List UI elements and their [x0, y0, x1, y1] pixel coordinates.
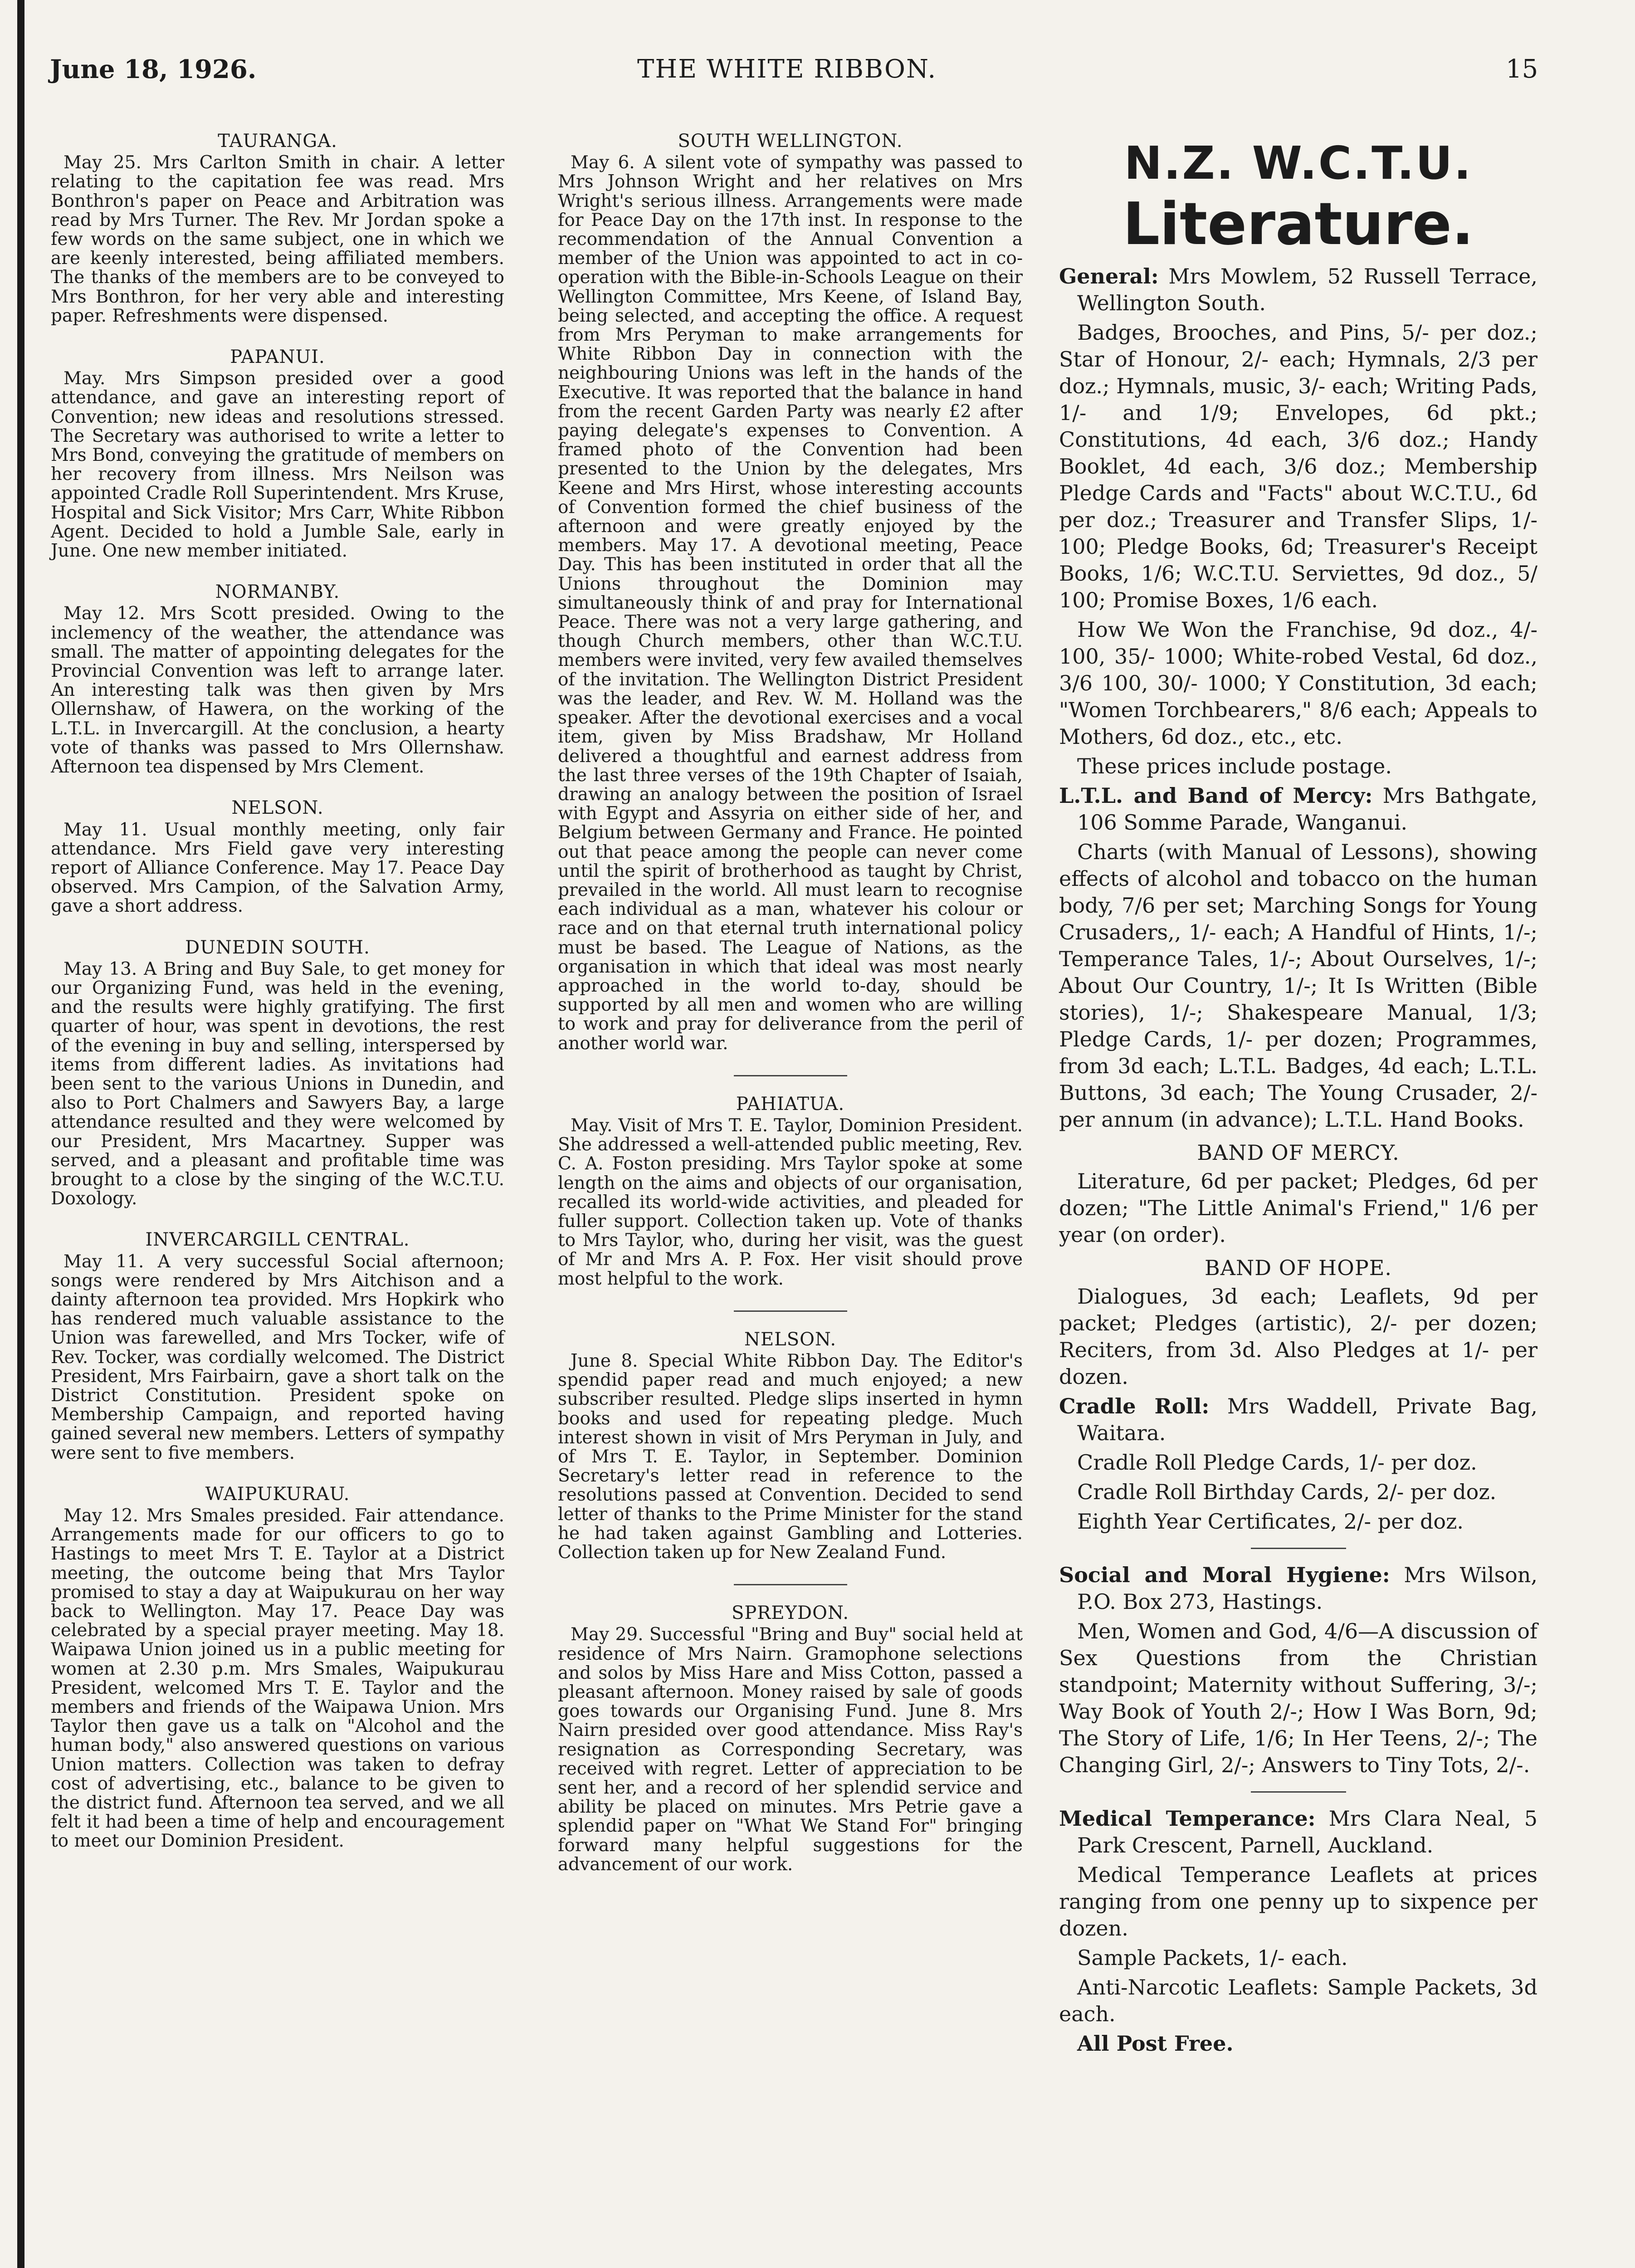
- report-heading: PAHIATUA.: [736, 1093, 845, 1114]
- report-dunedin-south: [51, 938, 504, 1209]
- medical-temperance-contact: [1059, 1805, 1537, 1859]
- general-contact: [1059, 263, 1537, 317]
- column-left: [51, 132, 504, 1873]
- report-heading: NELSON.: [231, 797, 324, 819]
- section-divider: [734, 1075, 847, 1076]
- report-invercargill-central: [51, 1230, 504, 1462]
- ltl-contact: [1059, 782, 1537, 836]
- sample-packets: Sample Packets, 1/- each.: [1077, 1945, 1348, 1970]
- section-divider: [1251, 1548, 1346, 1549]
- advert-title: Literature.: [1123, 191, 1474, 258]
- franchise-items: How We Won the Franchise, 9d doz., 4/- 100, 35/- 1000; White-robed Vestal, 6d doz., 3/6 100, 30/- 1000; Y Constitution, 3d each; "Women Torchbearers," 8/6 each; Appeals to Mothers, 6d doz., etc., etc.: [1059, 617, 1537, 749]
- report-text: May 11. Usual monthly meeting, only fair attendance. Mrs Field gave very interesting report of Alliance Conference. May 17. Peace Day observed. Mrs Campion, of the Salvation Army, gave a short address.: [51, 819, 504, 917]
- band-of-hope-heading: BAND OF HOPE.: [1204, 1256, 1392, 1280]
- band-of-mercy-items: Literature, 6d per packet; Pledges, 6d per dozen; "The Little Animal's Friend," 1/6 per year (on order).: [1059, 1169, 1537, 1247]
- report-tauranga: [51, 132, 504, 326]
- report-spreydon: [558, 1603, 1023, 1874]
- report-pahiatua: [558, 1095, 1023, 1289]
- report-text: May 13. A Bring and Buy Sale, to get money for our Organizing Fund, was held in the evening, and the results were highly gratifying. The first quarter of hour, was spent in devotions, the rest of the evening in buy and selling, interspersed by items from different ladies. As invitations had been sent to the various Unions in Dunedin, and also to Port Chalmers and Sawyers Bay, a large attendance resulted and they were welcomed by our President, Mrs Macartney. Supper was served, and a pleasant and profitable time was brought to a close by the singing of the W.C.T.U. Doxology.: [51, 958, 504, 1209]
- report-heading: NORMANBY.: [215, 582, 340, 603]
- report-normanby: [51, 582, 504, 777]
- report-text: May 11. A very successful Social afternoon; songs were rendered by Mrs Aitchison and a dainty afternoon tea provided. Mrs Hopkirk who has rendered much valuable assistance to the Union was farewelled, and Mrs Tocker, wife of Rev. Tocker, was cordially welcomed. The District President, Mrs Fairbairn, gave a short talk on the District Constitution. President spoke on Membership Campaign, and reported having gained several new members. Letters of sympathy were sent to five members.: [51, 1251, 504, 1463]
- report-heading: NELSON.: [744, 1329, 837, 1350]
- report-heading: DUNEDIN SOUTH.: [185, 937, 370, 958]
- report-text: May 6. A silent vote of sympathy was passed to Mrs Johnson Wright and her relatives on Mrs Wright's serious illness. Arrangements were made for Peace Day on the 17th inst. In response to the recommendation of the Annual Convention a member of the Union was appointed to act in co-operation with the Bible-in-Schools League on their Wellington Committee, Mrs Keene, of Island Bay, being selected, and accepting the office. A request from Mrs Peryman to make arrangements for White Ribbon Day in connection with the neighbouring Unions was left in the hands of the Executive. It was reported that the balance in hand from the recent Garden Party was nearly £2 after paying delegate's expenses to Convention. A framed photo of the Convention had been presented to the Union by the delegates, Mrs Keene and Mrs Hirst, whose interesting accounts of Convention formed the chief business of the afternoon and were greatly enjoyed by the members. May 17. A devotional meeting, Peace Day. This has been instituted in order that all the Unions throughout the Dominion may simultaneously think of and pray for International Peace. There was not a very large gathering, and though Church members, other than W.C.T.U. members were invited, very few availed themselves of the invitation. The Wellington District President was the leader, and Rev. W. M. Holland was the speaker. After the devotional exercises and a vocal item, given by Miss Bradshaw, Mr Holland delivered a thoughtful and earnest address from the last three verses of the 19th Chapter of Isaiah, drawing an analogy between the position of Israel with Egypt and Assyria on either side of her, and Belgium between Germany and France. He pointed out that peace among the people can never come until the spirit of brotherhood as taught by Christ, prevailed in the world. All must learn to recognise each individual as a man, whatever his colour or race and on that eternal truth international policy must be based. The League of Nations, as the organisation in which that ideal was most nearly approached in the world to-day, should be supported by all men and women who are willing to work and pray for deliverance from the peril of another world war.: [558, 152, 1023, 1054]
- report-nelson: [51, 798, 504, 916]
- report-heading: TAURANGA.: [218, 131, 337, 152]
- cradle-roll-item: Eighth Year Certificates, 2/- per doz.: [1077, 1509, 1464, 1534]
- report-south-wellington: [558, 132, 1023, 1053]
- report-papanui: [51, 347, 504, 561]
- social-hygiene-label: Social and Moral Hygiene:: [1059, 1563, 1390, 1587]
- advert-title-org: N.Z. W.C.T.U.: [1124, 137, 1473, 190]
- report-heading: SPREYDON.: [731, 1603, 849, 1624]
- report-text: May 12. Mrs Smales presided. Fair attendance. Arrangements made for our officers to go to Hastings to meet Mrs T. E. Taylor at a District meeting, the outcome being that Mrs Taylor promised to stay a day at Waipukurau on her way back to Wellington. May 17. Peace Day was celebrated by a special prayer meeting. May 18. Waipawa Union joined us in a public meeting for women at 2.30 p.m. Mrs Smales, Waipukurau President, welcomed Mrs T. E. Taylor and the members and friends of the Waipawa Union. Mrs Taylor then gave us a talk on "Alcohol and the human body," also answered questions on various Union matters. Collection was taken to defray cost of advertising, etc., balance to be given to the district fund. Afternoon tea served, and we all felt it had been a time of help and encouragement to meet our Dominion President.: [51, 1505, 504, 1852]
- band-of-hope-items: Dialogues, 3d each; Leaflets, 9d per packet; Pledges (artistic), 2/- per dozen; Reciters, from 3d. Also Pledges at 1/- per dozen.: [1059, 1284, 1537, 1389]
- report-heading: INVERCARGILL CENTRAL.: [145, 1229, 410, 1251]
- report-text: May 25. Mrs Carlton Smith in chair. A letter relating to the capitation fee was read. Mrs Bonthron's paper on Peace and Arbitration was read by Mrs Turner. The Rev. Mr Jordan spoke a few words on the same subject, one in which we are keenly interested, being affiliated members. The thanks of the members are to be conveyed to Mrs Bonthron, for her very able and interesting paper. Refreshments were dispensed.: [51, 152, 504, 326]
- binding-edge: [17, 0, 24, 2268]
- report-text: May 29. Successful "Bring and Buy" social held at residence of Mrs Nairn. Gramophone selections and solos by Miss Hare and Miss Cotton, passed a pleasant afternoon. Money raised by sale of goods goes towards our Organising Fund. June 8. Mrs Nairn presided over good attendance. Miss Ray's resignation as Corresponding Secretary, was received with regret. Letter of appreciation to be sent her, and a record of her splendid service and ability be placed on minutes. Mrs Petrie gave a splendid paper on "What We Stand For" bringing forward many helpful suggestions for the advancement of our work.: [558, 1624, 1023, 1875]
- section-divider: [734, 1584, 847, 1585]
- report-waipukurau: [51, 1485, 504, 1851]
- social-hygiene-items: Men, Women and God, 4/6—A discussion of Sex Questions from the Christian standpoint; Maternity without Suffering, 3/-; Way Book of Youth 2/-; How I Was Born, 9d; The Story of Life, 1/6; In Her Teens, 2/-; The Changing Girl, 2/-; Answers to Tiny Tots, 2/-.: [1059, 1619, 1537, 1777]
- medical-temperance-contact-text: Mrs Clara Neal, 5 Park Crescent, Parnell, Auckland.: [1077, 1806, 1538, 1857]
- social-hygiene-contact-text: Mrs Wilson, P.O. Box 273, Hastings.: [1077, 1563, 1538, 1614]
- report-heading: WAIPUKURAU.: [205, 1483, 350, 1505]
- medical-temperance-label: Medical Temperance:: [1059, 1806, 1316, 1831]
- report-nelson-june: [558, 1330, 1023, 1562]
- ltl-items: Charts (with Manual of Lessons), showing effects of alcohol and tobacco on the human body, 7/6 per set; Marching Songs for Young Crusaders,, 1/- each; A Handful of Hints, 1/-; Temperance Tales, 1/-; About Ourselves, 1/-; About Our Country, 1/-; It Is Written (Bible stories), 1/-; Shakespeare Manual, 1/3; Pledge Cards, 1/- per dozen; Programmes, from 3d each; L.T.L. Badges, 4d each; L.T.L. Buttons, 3d each; The Young Crusader, 2/- per annum (in advance); L.T.L. Hand Books.: [1059, 840, 1537, 1132]
- report-text: May. Visit of Mrs T. E. Taylor, Dominion President. She addressed a well-attended public meeting, Rev. C. A. Foston presiding. Mrs Taylor spoke at some length on the aims and objects of our organisation, recalled its world-wide activities, and pleaded for fuller support. Collection taken up. Vote of thanks to Mrs Taylor, who, during her visit, was the guest of Mr and Mrs A. P. Fox. Her visit should prove most helpful to the work.: [558, 1115, 1023, 1289]
- cradle-roll-label: Cradle Roll:: [1059, 1394, 1210, 1418]
- medical-temperance-items: Medical Temperance Leaflets at prices ranging from one penny up to sixpence per dozen.: [1059, 1862, 1537, 1941]
- general-label: General:: [1059, 264, 1159, 288]
- report-heading: PAPANUI.: [230, 347, 325, 368]
- report-text: May. Mrs Simpson presided over a good attendance, and gave an interesting report of Convention; new ideas and resolutions stressed. The Secretary was authorised to write a letter to Mrs Bond, conveying the gratitude of members on her recovery from illness. Mrs Neilson was appointed Cradle Roll Superintendent. Mrs Kruse, Hospital and Sick Visitor; Mrs Carr, White Ribbon Agent. Decided to hold a Jumble Sale, early in June. One new member initiated.: [51, 368, 504, 562]
- social-hygiene-contact: [1059, 1562, 1537, 1615]
- anti-narcotic-leaflets: Anti-Narcotic Leaflets: Sample Packets, 3d each.: [1059, 1975, 1537, 2026]
- report-heading: SOUTH WELLINGTON.: [678, 131, 903, 152]
- ltl-contact-text: Mrs Bathgate, 106 Somme Parade, Wanganui.: [1077, 783, 1537, 835]
- cradle-roll-item: Cradle Roll Pledge Cards, 1/- per doz.: [1077, 1450, 1477, 1475]
- cradle-roll-contact-text: Mrs Waddell, Private Bag, Waitara.: [1077, 1394, 1537, 1445]
- general-items: Badges, Brooches, and Pins, 5/- per doz.; Star of Honour, 2/- each; Hymnals, 2/3 per doz.; Hymnals, music, 3/- each; Writing Pads, 1/- and 1/9; Envelopes, 6d pkt.; Constitutions, 4d each, 3/6 doz.; Handy Booklet, 4d each, 3/6 doz.; Membership Pledge Cards and "Facts" about W.C.T.U., 6d per doz.; Treasurer and Transfer Slips, 1/- 100; Pledge Books, 6d; Treasurer's Receipt Books, 1/6; W.C.T.U. Serviettes, 9d doz., 5/ 100; Promise Boxes, 1/6 each.: [1059, 320, 1537, 612]
- ltl-label: L.T.L. and Band of Mercy:: [1059, 783, 1373, 808]
- issue-date: June 18, 1926.: [50, 54, 257, 84]
- cradle-roll-contact: [1059, 1393, 1537, 1447]
- column-middle: [558, 132, 1023, 1896]
- cradle-roll-item: Cradle Roll Birthday Cards, 2/- per doz.: [1077, 1480, 1497, 1504]
- postage-note: These prices include postage.: [1077, 754, 1392, 778]
- post-free-text: All Post Free.: [1077, 2031, 1234, 2056]
- literature-advert: [1059, 136, 1537, 2060]
- report-text: May 12. Mrs Scott presided. Owing to the inclemency of the weather, the attendance was small. The matter of appointing delegates for the Provincial Convention was left to arrange later. An interesting talk was then given by Mrs Ollernshaw, of Hawera, on the working of the L.T.L. in Invercargill. At the conclusion, a hearty vote of thanks was passed to Mrs Ollernshaw. Afternoon tea dispensed by Mrs Clement.: [51, 603, 504, 777]
- masthead-title: THE WHITE RIBBON.: [637, 54, 937, 84]
- section-divider: [734, 1310, 847, 1312]
- section-divider: [1251, 1791, 1346, 1793]
- band-of-mercy-heading: BAND OF MERCY.: [1197, 1140, 1400, 1165]
- general-contact-text: Mrs Mowlem, 52 Russell Terrace, Wellington South.: [1077, 264, 1537, 315]
- report-text: June 8. Special White Ribbon Day. The Editor's spendid paper read and much enjoyed; a new subscriber resulted. Pledge slips inserted in hymn books and used for repeating pledge. Much interest shown in visit of Mrs Peryman in July, and of Mrs T. E. Taylor, in September. Dominion Secretary's letter read in reference to the resolutions passed at Convention. Decided to send letter of thanks to the Prime Minister for the stand he had taken against Gambling and Lotteries. Collection taken up for New Zealand Fund.: [558, 1350, 1023, 1563]
- page-number: 15: [1506, 54, 1538, 84]
- post-free-note: [1059, 2030, 1537, 2057]
